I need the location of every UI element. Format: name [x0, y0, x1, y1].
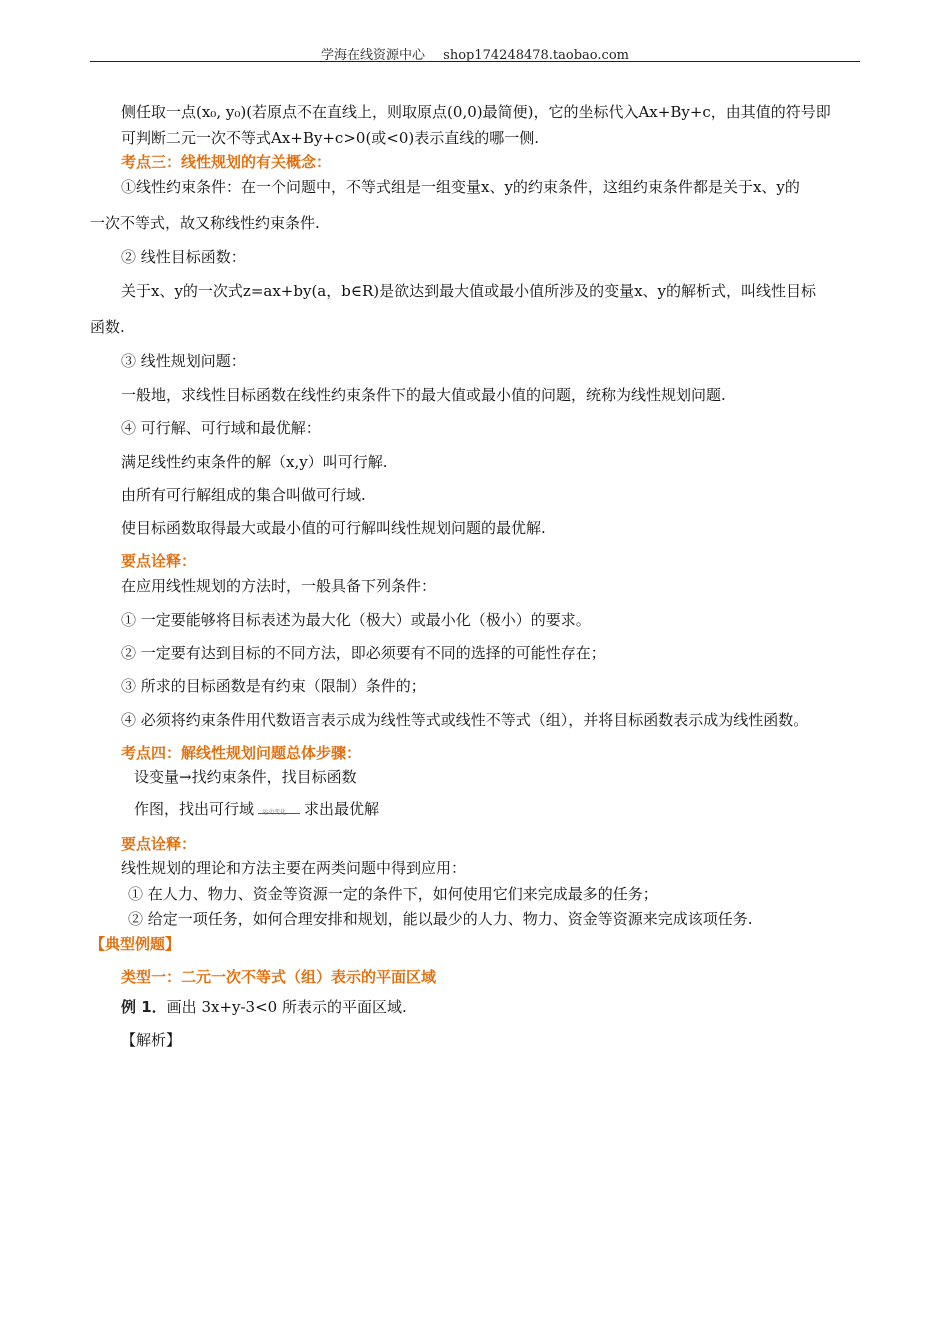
text-line: ③ 所求的目标函数是有约束（限制）条件的；	[121, 677, 426, 695]
text-line: 关于x、y的一次式z=ax+by(a，b∈R)是欲达到最大值或最小值所涉及的变量x、y的解析式，叫线性目标	[121, 282, 817, 300]
text-line: ① 一定要能够将目标表述为最大化（极大）或最小化（极小）的要求。	[121, 611, 591, 629]
text-line: 使目标函数取得最大或最小值的可行解叫线性规划问题的最优解.	[121, 519, 546, 537]
text-line: ② 一定要有达到目标的不同方法，即必须要有不同的选择的可能性存在；	[121, 644, 606, 662]
arrow-icon	[256, 804, 302, 816]
header-shop-url: shop174248478.taobao.com	[443, 48, 629, 63]
arrow-caption: 运动变化	[262, 809, 287, 816]
text-line: ④ 可行解、可行域和最优解：	[121, 419, 321, 437]
section-heading-point3: 考点三：线性规划的有关概念：	[121, 153, 332, 171]
text-line: ② 给定一项任务，如何合理安排和规划，能以最少的人力、物力、资金等资源来完成该项任务.	[128, 910, 753, 928]
note-heading-2: 要点诠释：	[121, 835, 197, 853]
section-heading-point4: 考点四：解线性规划问题总体步骤：	[121, 744, 362, 762]
text-line: 可判断二元一次不等式Ax+By+c>0(或<0)表示直线的哪一侧.	[121, 129, 540, 147]
text-line: ①线性约束条件：在一个问题中，不等式组是一组变量x、y的约束条件，这组约束条件都是关于x、y的	[121, 178, 800, 196]
text-line: ② 线性目标函数：	[121, 248, 246, 266]
analysis-label: 【解析】	[121, 1031, 182, 1049]
text-line: 一次不等式，故又称线性约束条件.	[90, 214, 320, 232]
text-line: ① 在人力、物力、资金等资源一定的条件下，如何使用它们来完成最多的任务；	[128, 885, 658, 903]
step-text: 求出最优解	[304, 800, 380, 818]
type1-heading: 类型一：二元一次不等式（组）表示的平面区域	[121, 968, 437, 986]
text-line: 由所有可行解组成的集合叫做可行域.	[121, 486, 366, 504]
text-line: 满足线性约束条件的解（x,y）叫可行解.	[121, 453, 388, 471]
examples-heading: 【典型例题】	[90, 935, 181, 953]
text-line: ③ 线性规划问题：	[121, 352, 246, 370]
example-1	[121, 998, 407, 1016]
text-line: 线性规划的理论和方法主要在两类问题中得到应用：	[121, 859, 467, 877]
step-text: 作图，找出可行域	[134, 800, 255, 818]
example-text: 画出 3x+y-3<0 所表示的平面区域.	[166, 998, 407, 1016]
note-heading-1: 要点诠释：	[121, 552, 197, 570]
text-line: 侧任取一点(x₀, y₀)(若原点不在直线上，则取原点(0,0)最简便)，它的坐标代入Ax+By+c，由其值的符号即	[121, 103, 831, 121]
example-label: 例 1．	[121, 998, 167, 1016]
header-rule	[90, 61, 860, 62]
text-line: 一般地，求线性目标函数在线性约束条件下的最大值或最小值的问题，统称为线性规划问题.	[121, 386, 726, 404]
text-line: 设变量→找约束条件，找目标函数	[134, 768, 357, 786]
text-line: 在应用线性规划的方法时，一般具备下列条件：	[121, 577, 437, 595]
header-site-name: 学海在线资源中心	[321, 48, 426, 63]
text-line: 函数.	[90, 318, 125, 336]
text-line: ④ 必须将约束条件用代数语言表示成为线性等式或线性不等式（组），并将目标函数表示成为线性函数。	[121, 711, 809, 729]
steps-line	[134, 800, 379, 818]
